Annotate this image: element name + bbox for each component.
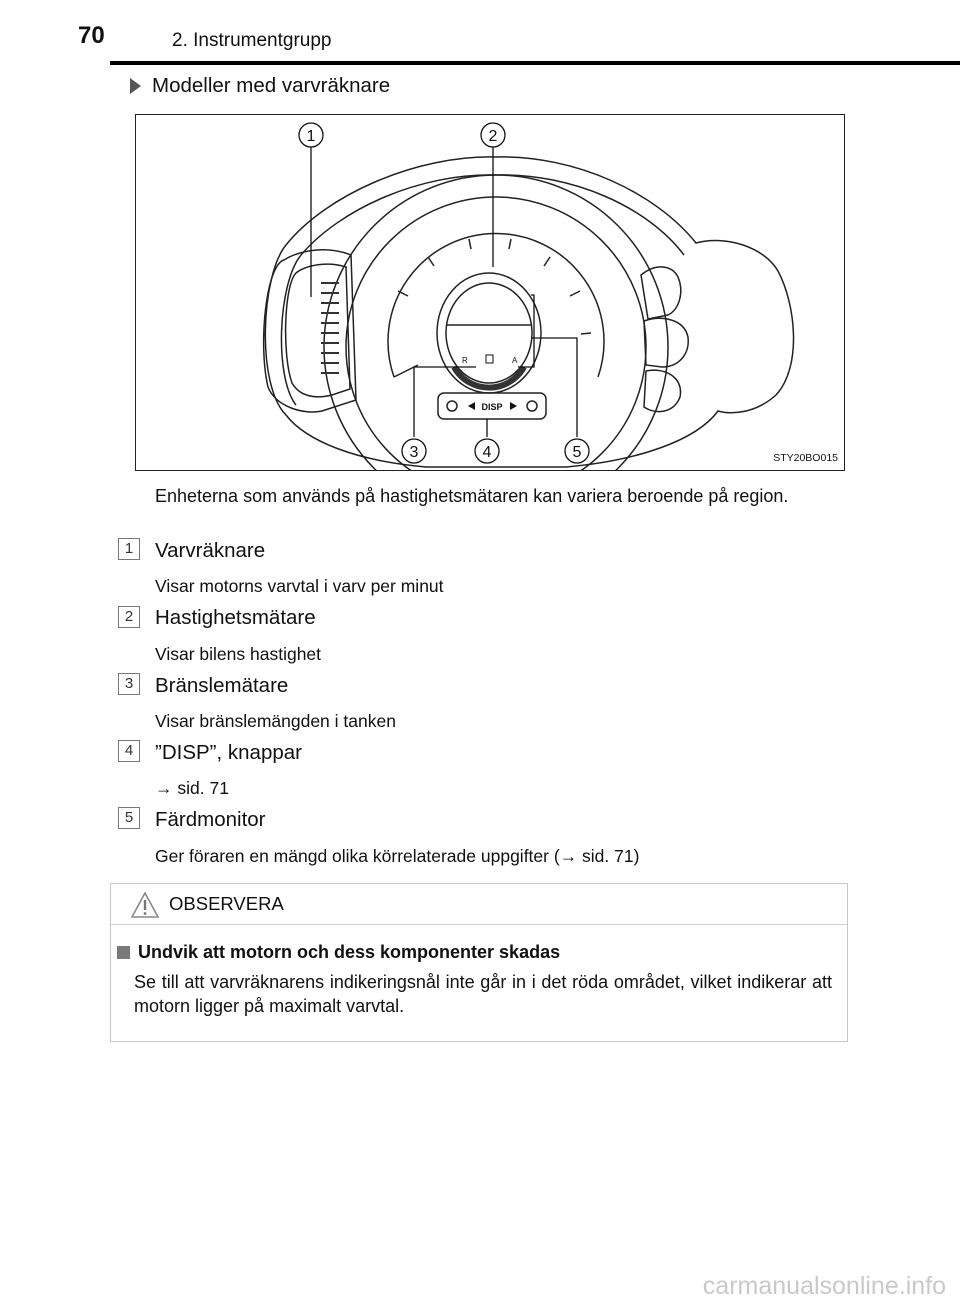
page-reference-link[interactable]: → sid. 71 bbox=[155, 778, 229, 798]
gauge-symbol-a: A bbox=[512, 356, 518, 365]
item-title: ”DISP”, knappar bbox=[155, 741, 302, 764]
item-number: 5 bbox=[118, 807, 140, 829]
warning-triangle-icon bbox=[130, 891, 160, 919]
chapter-title: 2. Instrumentgrupp bbox=[172, 30, 332, 51]
item-description: Visar bilens hastighet bbox=[155, 644, 322, 664]
item-title: Färdmonitor bbox=[155, 808, 266, 831]
left-arrow-icon bbox=[468, 402, 475, 410]
disp-button-label: DISP bbox=[481, 402, 503, 412]
instrument-cluster-illustration bbox=[136, 115, 844, 470]
fuel-pump-icon bbox=[486, 355, 493, 363]
item-number: 3 bbox=[118, 673, 140, 695]
callout-1: 1 bbox=[306, 128, 316, 145]
callout-4: 4 bbox=[482, 444, 492, 461]
callout-3: 3 bbox=[409, 444, 419, 461]
right-arrow-icon bbox=[510, 402, 517, 410]
header-rule bbox=[110, 61, 960, 65]
gauge-symbol-r: R bbox=[462, 356, 468, 365]
figure-code: STY20BO015 bbox=[773, 452, 838, 464]
watermark: carmanualsonline.info bbox=[702, 1272, 946, 1300]
item-number: 2 bbox=[118, 606, 140, 628]
section-heading bbox=[130, 74, 390, 98]
triangle-right-icon bbox=[130, 78, 141, 94]
item-title: Bränslemätare bbox=[155, 674, 289, 697]
square-bullet-icon bbox=[117, 946, 130, 959]
item-description: Ger föraren en mängd olika körrelaterade uppgifter (→ sid. 71) bbox=[155, 846, 640, 866]
caution-box bbox=[110, 883, 848, 1042]
caution-heading bbox=[113, 942, 560, 963]
item-title: Hastighetsmätare bbox=[155, 606, 316, 629]
page-number: 70 bbox=[78, 22, 105, 49]
section-title: Modeller med varvräknare bbox=[152, 74, 391, 97]
caution-header bbox=[111, 884, 847, 925]
item-number: 1 bbox=[118, 538, 140, 560]
callout-2: 2 bbox=[488, 128, 498, 145]
region-note: Enheterna som används på hastighetsmätaren kan variera beroende på region. bbox=[155, 486, 789, 506]
caution-text: Se till att varvräknarens indikeringsnål inte går in i det röda området, vilket indikerar att motorn ligger på maximalt varvtal. bbox=[134, 972, 832, 1016]
item-description: Visar motorns varvtal i varv per minut bbox=[155, 576, 444, 596]
item-title: Varvräknare bbox=[155, 539, 266, 562]
item-number: 4 bbox=[118, 740, 140, 762]
item-description: Visar bränslemängden i tanken bbox=[155, 711, 396, 731]
caution-heading-text: Undvik att motorn och dess komponenter skadas bbox=[138, 942, 561, 962]
caution-title: OBSERVERA bbox=[169, 893, 284, 914]
callout-5: 5 bbox=[572, 444, 582, 461]
instrument-cluster-figure bbox=[135, 114, 845, 471]
